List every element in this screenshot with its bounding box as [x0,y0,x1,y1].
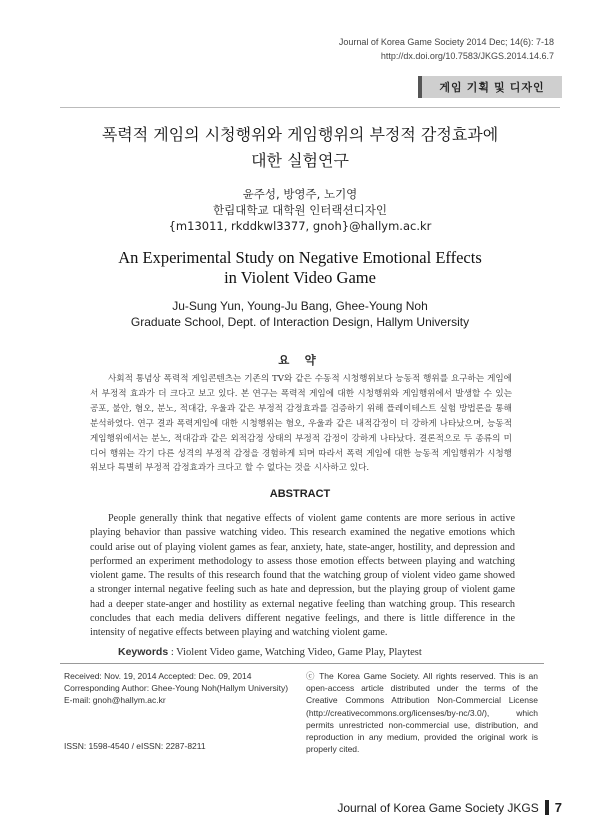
page-number: 7 [554,800,562,815]
corresponding-author: Corresponding Author: Ghee-Young Noh(Hallym University) [64,683,289,694]
affiliation-en: Graduate School, Dept. of Interaction Design, Hallym University [130,315,470,329]
keywords [118,646,422,658]
author-names-en: Ju-Sung Yun, Young-Ju Bang, Ghee-Young Noh [172,299,428,313]
keywords-label: Keywords [118,646,169,658]
category-badge [418,76,562,98]
title-korean [0,122,600,174]
title-english [0,248,600,288]
title-korean-line-1: 폭력적 게임의 시청행위와 게임행위의 부정적 감정효과에 [101,125,499,144]
authors-korean [0,186,600,234]
title-english-line-1: An Experimental Study on Negative Emotional Effects [118,248,482,267]
header-divider [60,107,560,108]
journal-citation: Journal of Korea Game Society 2014 Dec; 14(6): 7-18 [338,37,554,47]
authors-english [0,298,600,330]
title-korean-line-2: 대한 실험연구 [251,151,349,170]
footnote-divider [60,663,544,664]
abstract-english: People generally think that negative effects of violent game contents are more serious in active playing behavior than passive watching video. This research examined the negative emotions which could arise out of playing violent games as fear, anxiety, hate, state-anger, hostility, and depression and performed an experiment methodology to assess those emotion effects between playing and watching violent game. The results of this research found that the watching group of violent video game showed a stronger internal negative feeling such as hate and depression, but the playing group of violent game had a deeper state-anger and hostility as external negative feeling than watching group. This research concludes that each media delivers different negative feelings, and there is little difference in the intensity of negative effects between playing and watching violent game. [90,513,515,639]
abstract-en-heading: ABSTRACT [269,488,331,500]
affiliation-ko: 한림대학교 대학원 인터랙션디자인 [213,203,387,217]
footnote-left [64,670,294,707]
corresponding-email[interactable]: E-mail: gnoh@hallym.ac.kr [64,695,166,706]
page-footer [337,800,562,815]
category-label: 게임 기획 및 디자인 [439,82,545,94]
copyright-notice: ⓒ The Korea Game Society. All rights reserved. This is an open-access article distributed under the terms of the Creative Commons Attribution Non-Commercial License (http://creativecommons.org/licenses/by-nc/3.0/), which permits unrestricted non-commercial use, distribution, and reproduction in any medium, provided the original work is properly cited. [306,671,538,755]
footer-journal: Journal of Korea Game Society JKGS [337,800,539,815]
author-emails: {m13011, rkddkwl3377, gnoh}@hallym.ac.kr [168,219,432,233]
footer-bar [545,800,549,815]
keywords-text: : Violent Video game, Watching Video, Game Play, Playtest [168,647,422,658]
abstract-korean: 사회적 통념상 폭력적 게임콘텐츠는 기존의 TV와 같은 수동적 시청행위보다 능동적 행위를 요구하는 게임에서 부정적 효과가 더 크다고 보고 있다. 본 연구는 폭력적 게임에 대한 시청행위와 게임행위에서 발생할 수 있는 공포, 불안, 혐오, 분노, 적대감, 우울과 같은 부정적 감정효과를 검증하기 위해 플레이테스트 실험 방법론을 통해 분석하였다. 연구 결과 폭력게임에 대한 시청행위는 혐오, 우울과 같은 내적감정이 더 강하게 나타났으며, 능동적 게임행위에서는 분노, 적대감과 같은 외적감정 상태의 부정적 감정이 강하게 나타났다. 결론적으로 두 종류의 미디어 행위는 각기 다른 성격의 부정적 감정을 경험하게 되며 따라서 폭력 게임에 대한 능동적 게임행위가 시청행위보다 특별히 부정적 감정효과가 크다고 할 수 없다는 것을 시사하고 있다. [90,374,512,474]
received-dates: Received: Nov. 19, 2014 Accepted: Dec. 09, 2014 [64,671,252,681]
issn: ISSN: 1598-4540 / eISSN: 2287-8211 [64,741,206,751]
doi-link[interactable]: http://dx.doi.org/10.7583/JKGS.2014.14.6.7 [380,51,554,61]
title-english-line-2: in Violent Video Game [224,268,376,287]
author-names-ko: 윤주성, 방영주, 노기영 [242,187,358,201]
abstract-ko-heading: 요 약 [278,355,322,367]
